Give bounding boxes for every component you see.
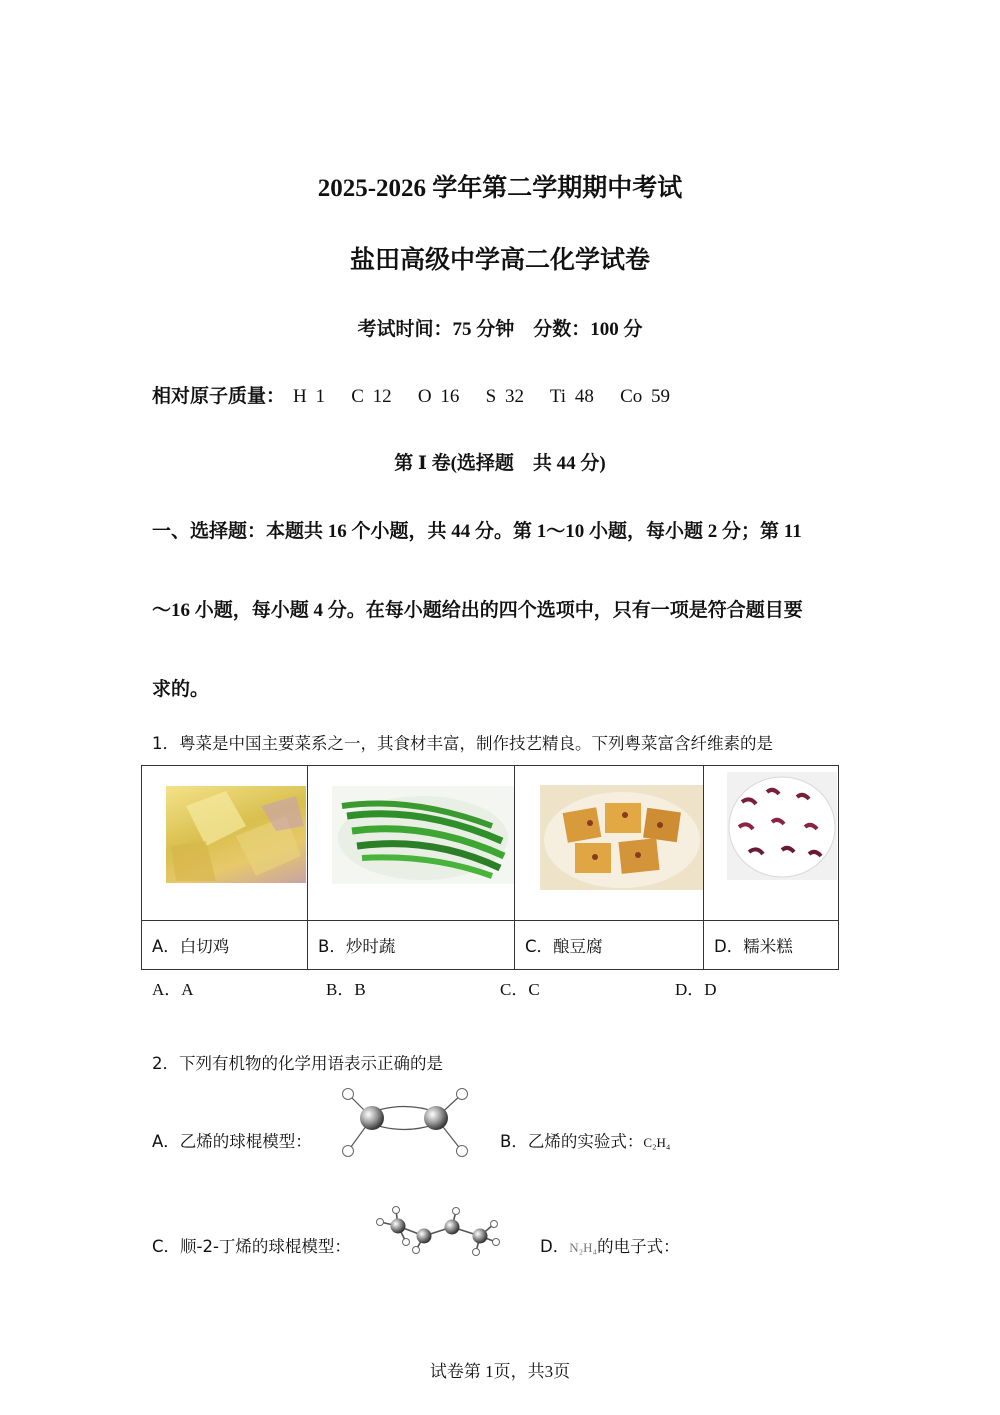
food-image-cell-c [515, 766, 704, 921]
q2-option-d[interactable] [540, 1233, 680, 1257]
food-label-c: C．酿豆腐 [515, 921, 704, 970]
q2-option-b-label: B．乙烯的实验式： [500, 1132, 644, 1151]
tofu-drawing [540, 785, 703, 890]
q2-option-b-formula: C₂H₄ [643, 1135, 671, 1150]
white-cut-chicken-image [166, 786, 306, 883]
food-label-d: D．糯米糕 [704, 921, 839, 970]
greens-drawing [332, 786, 514, 884]
section-title: 第 Ⅰ 卷(选择题 共 44 分) [394, 453, 606, 474]
food-label-b: B．炒时蔬 [308, 921, 515, 970]
rice-cake-drawing [727, 772, 837, 880]
atomic-mass-label: 相对原子质量： [152, 385, 286, 407]
atomic-mass-values: H 1 C 12 O 16 S 32 Ti 48 Co 59 [293, 386, 670, 407]
instruction-line-3: 求的。 [152, 679, 210, 700]
q2-option-d-prefix: D． [540, 1237, 570, 1256]
q2-option-d-formula: N₂H₄ [569, 1240, 598, 1255]
atomic-mass-line [152, 381, 670, 408]
q1-answer-a[interactable]: A．A [152, 980, 194, 999]
q2-option-b[interactable] [500, 1128, 670, 1152]
question-1-stem: 1．粤菜是中国主要菜系之一，其食材丰富，制作技艺精良。下列粤菜富含纤维素的是 [152, 734, 773, 753]
food-label-a: A．白切鸡 [142, 921, 308, 970]
paper-title: 盐田高级中学高二化学试卷 [349, 245, 650, 274]
question-2-stem: 2．下列有机物的化学用语表示正确的是 [152, 1054, 443, 1073]
q2-option-a-label[interactable]: A．乙烯的球棍模型： [152, 1132, 312, 1151]
q2-option-c-label[interactable]: C．顺-2-丁烯的球棍模型： [152, 1237, 351, 1256]
food-image-cell-d [704, 766, 839, 921]
stuffed-tofu-image [540, 785, 703, 890]
q1-answer-d[interactable]: D．D [675, 980, 717, 999]
q2-option-d-suffix: 的电子式： [597, 1237, 680, 1256]
cis-2-butene-ball-stick-model [372, 1200, 504, 1258]
q1-answer-c[interactable]: C．C [500, 980, 540, 999]
food-image-cell-b [308, 766, 515, 921]
food-options-table [141, 765, 839, 970]
glutinous-rice-cake-image [727, 772, 837, 880]
stir-fried-greens-image [332, 786, 514, 884]
q1-answer-b[interactable]: B．B [326, 980, 366, 999]
instruction-line-2: ～16 小题，每小题 4 分。在每小题给出的四个选项中，只有一项是符合题目要 [152, 600, 803, 621]
food-image-cell-a [142, 766, 308, 921]
exam-title: 2025-2026 学年第二学期期中考试 [317, 175, 683, 202]
instruction-line-1: 一、选择题：本题共 16 个小题，共 44 分。第 1～10 小题，每小题 2 分；第 11 [152, 521, 802, 542]
exam-info: 考试时间：75 分钟 分数：100 分 [357, 319, 643, 340]
chicken-slices-drawing [166, 786, 306, 883]
ethylene-ball-stick-model [336, 1085, 476, 1163]
page-footer: 试卷第 1页，共3页 [429, 1362, 571, 1381]
